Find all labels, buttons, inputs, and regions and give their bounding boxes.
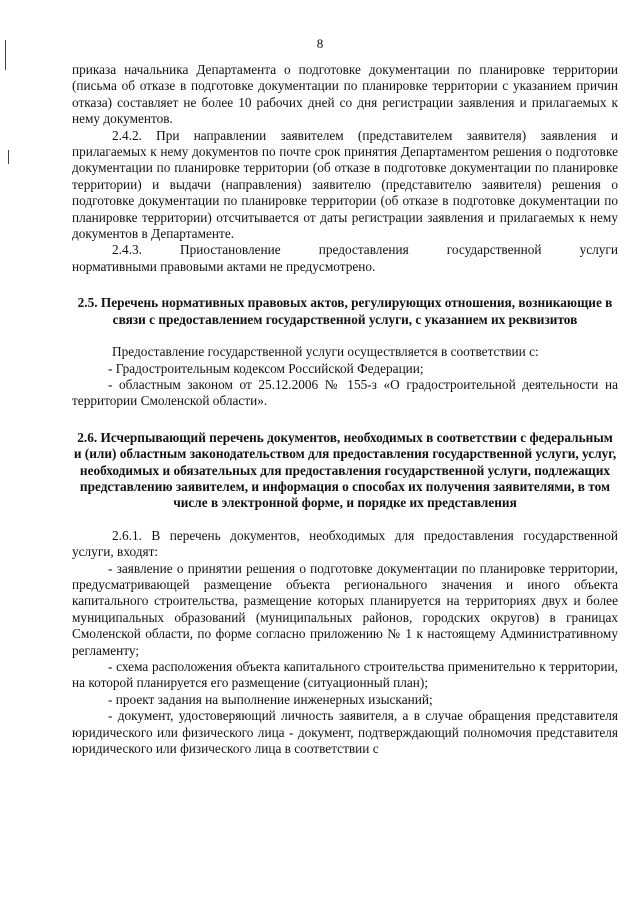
paragraph-2-4-1-continuation: приказа начальника Департамента о подготовке документации по планировке территории (письма об отказе в подготовке документации по планировке территории с указанием причин отказа) составляет не более 10 рабочих дней со дня регистрации заявления и прилагаемых к нему документов. bbox=[72, 62, 618, 127]
scan-mark bbox=[8, 150, 9, 164]
paragraph-2-4-3-line2: нормативными правовыми актами не предусмотрено. bbox=[72, 258, 376, 274]
page-number: 8 bbox=[316, 36, 324, 51]
paragraph-2-4-3-line1: 2.4.3. Приостановление предоставления государственной услуги bbox=[112, 242, 618, 258]
paragraph-2-5-intro: Предоставление государственной услуги осуществляется в соответствии с: bbox=[112, 344, 539, 360]
section-heading-2-6: 2.6. Исчерпывающий перечень документов, необходимых в соответствии с федеральным и (или) областным законодательством для предоставления государственной услуги, услуг, необходимых и обязательных для предоставления государственной услуги, подлежащих представлению заявителем, и информация о способах их получения заявителями, в том числе в электронной форме, и порядке их представления bbox=[73, 429, 617, 511]
list-item: - документ, удостоверяющий личность заявителя, а в случае обращения представителя юридического или физического лица - документ, подтверждающий полномочия представителя юридического или физического лица в соответствии с bbox=[72, 708, 618, 757]
list-item: - областным законом от 25.12.2006 № 155-з «О градостроительной деятельности на территории Смоленской области». bbox=[72, 376, 618, 409]
document-body bbox=[72, 62, 618, 757]
section-heading-2-5: 2.5. Перечень нормативных правовых актов, регулирующих отношения, возникающие в связи с предоставлением государственной услуги, с указанием их реквизитов bbox=[77, 295, 613, 327]
paragraph-2-4-2: 2.4.2. При направлении заявителем (представителем заявителя) заявления и прилагаемых к нему документов по почте срок принятия Департаментом решения о подготовке документации по планировке территории (об отказе в подготовке документации по планировке территории) и выдачи (направления) заявителю (представителю заявителя) решения о подготовке документации по планировке территории (об отказе в подготовке документации по планировке территории) отсчитывается от даты регистрации заявления и прилагаемых к нему документов в Департаменте. bbox=[72, 127, 618, 242]
list-item: - проект задания на выполнение инженерных изысканий; bbox=[108, 691, 433, 707]
list-item: - заявление о принятии решения о подготовке документации по планировке территории, предусматривающей размещение объекта регионального значения и иного объекта капитального строительства, размещение которых планируется на территориях двух и более муниципальных образований (муниципальных районов, городских округов) в границах Смоленской области, по форме согласно приложению № 1 к настоящему Административному регламенту; bbox=[72, 560, 618, 658]
list-item: - Градостроительным кодексом Российской Федерации; bbox=[108, 360, 424, 376]
list-item: - схема расположения объекта капитального строительства применительно к территории, на которой планируется его размещение (ситуационный план); bbox=[72, 659, 618, 691]
paragraph-2-6-1: 2.6.1. В перечень документов, необходимых для предоставления государственной услуги, входят: bbox=[72, 527, 618, 560]
